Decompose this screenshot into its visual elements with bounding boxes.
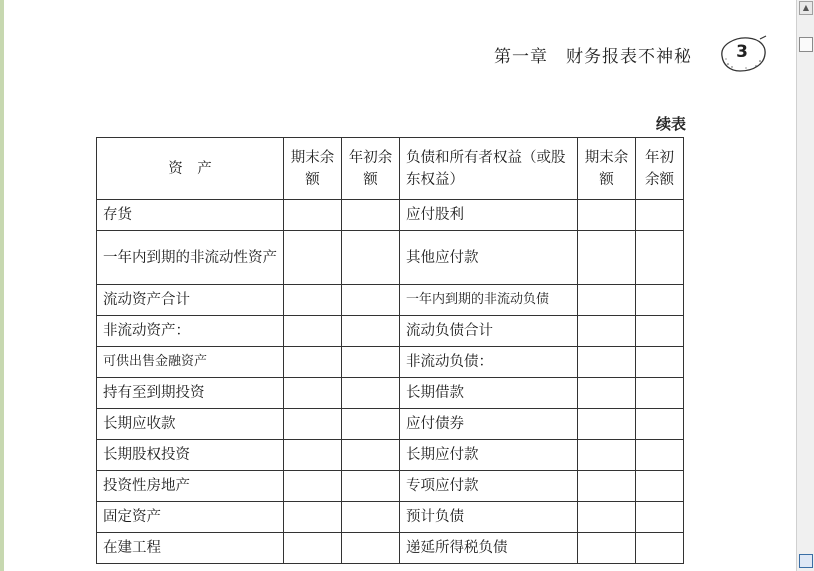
table-row <box>97 231 684 285</box>
asset-cell: 存货 <box>97 200 284 231</box>
liability-cell: 预计负债 <box>400 502 578 533</box>
value-cell <box>284 440 342 471</box>
value-cell <box>636 502 684 533</box>
liability-cell: 非流动负债： <box>400 347 578 378</box>
value-cell <box>578 440 636 471</box>
continued-label: 续表 <box>656 115 687 133</box>
value-cell <box>342 347 400 378</box>
table-row <box>97 471 684 502</box>
asset-cell: 固定资产 <box>97 502 284 533</box>
col-header-liabilities-equity: 负债和所有者权益（或股东权益） <box>400 138 578 200</box>
vertical-scrollbar[interactable] <box>796 0 814 571</box>
value-cell <box>342 231 400 285</box>
value-cell <box>284 378 342 409</box>
value-cell <box>284 409 342 440</box>
asset-cell: 可供出售金融资产 <box>97 347 284 378</box>
value-cell <box>636 378 684 409</box>
asset-cell: 流动资产合计 <box>97 285 284 316</box>
liability-cell: 应付债券 <box>400 409 578 440</box>
value-cell <box>284 533 342 564</box>
value-cell <box>284 316 342 347</box>
page-number-badge <box>716 34 768 74</box>
value-cell <box>342 409 400 440</box>
asset-cell: 长期股权投资 <box>97 440 284 471</box>
liability-cell: 递延所得税负债 <box>400 533 578 564</box>
table-row <box>97 502 684 533</box>
value-cell <box>342 378 400 409</box>
value-cell <box>342 440 400 471</box>
asset-cell: 持有至到期投资 <box>97 378 284 409</box>
arrow-up-icon[interactable]: ▲ <box>799 1 813 15</box>
value-cell <box>636 200 684 231</box>
value-cell <box>578 409 636 440</box>
value-cell <box>636 316 684 347</box>
liability-cell: 专项应付款 <box>400 471 578 502</box>
value-cell <box>342 502 400 533</box>
value-cell <box>284 347 342 378</box>
liability-cell: 长期借款 <box>400 378 578 409</box>
table-row <box>97 440 684 471</box>
value-cell <box>636 440 684 471</box>
liability-cell: 应付股利 <box>400 200 578 231</box>
value-cell <box>342 285 400 316</box>
value-cell <box>578 285 636 316</box>
balance-sheet-table <box>96 137 684 564</box>
value-cell <box>636 471 684 502</box>
page-number: 3 <box>736 42 748 62</box>
value-cell <box>284 200 342 231</box>
value-cell <box>578 378 636 409</box>
asset-cell: 投资性房地产 <box>97 471 284 502</box>
table-header-row <box>97 138 684 200</box>
asset-cell: 长期应收款 <box>97 409 284 440</box>
value-cell <box>636 409 684 440</box>
scrollbar-thumb[interactable] <box>799 37 813 52</box>
col-header-year-begin: 年初余额 <box>342 138 400 200</box>
col-header-period-end: 期末余额 <box>284 138 342 200</box>
value-cell <box>578 200 636 231</box>
value-cell <box>284 471 342 502</box>
liability-cell: 长期应付款 <box>400 440 578 471</box>
liability-cell: 流动负债合计 <box>400 316 578 347</box>
value-cell <box>342 316 400 347</box>
asset-cell: 在建工程 <box>97 533 284 564</box>
value-cell <box>578 471 636 502</box>
value-cell <box>578 533 636 564</box>
chapter-title: 第一章 财务报表不神秘 <box>494 47 692 67</box>
value-cell <box>342 533 400 564</box>
value-cell <box>578 316 636 347</box>
value-cell <box>284 285 342 316</box>
table-row <box>97 347 684 378</box>
table-row <box>97 285 684 316</box>
value-cell <box>636 231 684 285</box>
asset-cell: 一年内到期的非流动性资产 <box>97 231 284 285</box>
arrow-down-icon[interactable] <box>799 554 813 568</box>
col-header-assets: 资 产 <box>97 138 284 200</box>
value-cell <box>636 533 684 564</box>
value-cell <box>578 231 636 285</box>
value-cell <box>284 502 342 533</box>
value-cell <box>342 471 400 502</box>
col-header-year-begin-2: 年初余额 <box>636 138 684 200</box>
liability-cell: 其他应付款 <box>400 231 578 285</box>
table-row <box>97 378 684 409</box>
liability-cell: 一年内到期的非流动负债 <box>400 285 578 316</box>
table-row <box>97 316 684 347</box>
value-cell <box>578 502 636 533</box>
value-cell <box>636 285 684 316</box>
table-row <box>97 200 684 231</box>
table-row <box>97 533 684 564</box>
value-cell <box>284 231 342 285</box>
table-row <box>97 409 684 440</box>
value-cell <box>578 347 636 378</box>
col-header-period-end-2: 期末余额 <box>578 138 636 200</box>
value-cell <box>342 200 400 231</box>
value-cell <box>636 347 684 378</box>
asset-cell: 非流动资产： <box>97 316 284 347</box>
